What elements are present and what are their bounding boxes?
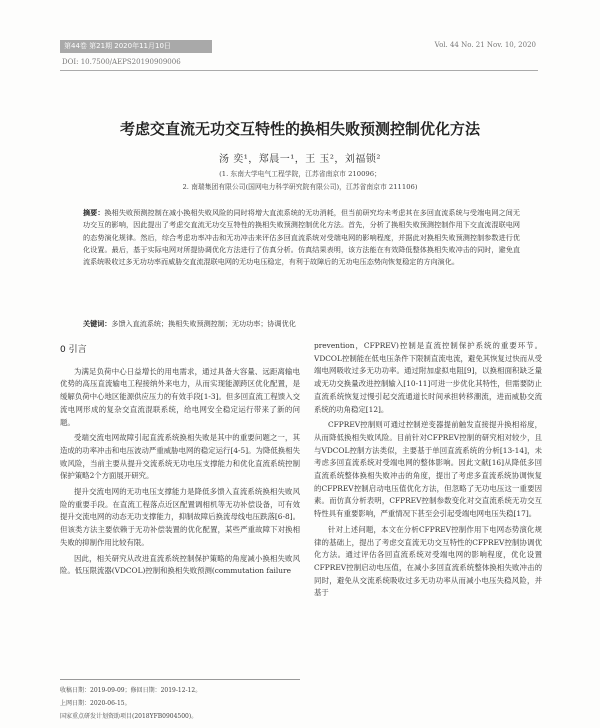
- affiliation-2: 2. 南瑞集团有限公司(国网电力科学研究院有限公司)，江苏省南京市 211106): [182, 183, 418, 191]
- affiliation-1: (1. 东南大学电气工程学院，江苏省南京市 210096；: [219, 170, 381, 178]
- keywords-label: 关键词：: [83, 319, 112, 328]
- abstract: [83, 207, 520, 268]
- footnotes: [60, 679, 300, 723]
- journal-issue-english: Vol. 44 No. 21 Nov. 10, 2020: [434, 41, 536, 49]
- journal-issue-bar: 第44卷 第21期 2020年11月10日: [60, 40, 212, 53]
- right-column: [314, 340, 542, 603]
- paragraph: prevention，CFPREV)控制是直流控制保护系统的重要环节。VDCOL控制能在低电压条件下限制直流电流，避免其恢复过快而从受端电网吸收过多无功功率。通过附加虚拟电阻[9]，以换相面积缺乏量或无功交换量改进控制输入[10-11]可进一步优化其特性，但需要防止直流系统恢复过慢引起交流通道长时间承担转移潮流，进而威胁交流系统的功角稳定[12]。: [314, 341, 542, 414]
- footnote-funding: 国家重点研发计划资助项目(2018YFB0904500)。: [60, 713, 198, 720]
- author-list: 汤 奕¹，郑晨一¹，王 玉²，刘福锁²: [219, 154, 381, 165]
- footnote-online: 上网日期：2020-06-15。: [60, 700, 131, 707]
- paragraph: 为满足负荷中心日益增长的用电需求，通过具备大容量、远距离输电优势的高压直流输电工程接纳外来电力，从而实现能源跨区优化配置，是缓解负荷中心地区能源供应压力的有效手段[1-3]。但多回直流工程馈入交流电网形成的复杂交直流混联系统，给电网安全稳定运行带来了新的问题。: [60, 366, 300, 427]
- paragraph: 针对上述问题，本文在分析CFPREV控制作用下电网态势演化规律的基础上，提出了考虑交直流无功交互特性的CFPREV控制协调优化方法。通过评估各回直流系统对受端电网的影响程度，优化设置CFPREV控制启动电压值，在减小多回直流系统整体换相失败冲击的同时，避免从交流系统吸收过多无功功率从而减小电压失稳风险，并基于: [314, 524, 542, 598]
- keywords: [83, 319, 520, 329]
- doi[interactable]: DOI: 10.7500/AEPS20190909006: [62, 58, 181, 66]
- abstract-text: 换相失败预测控制在减小换相失败风险的同时将增大直流系统的无功消耗，但当前研究均未考虑其在多回直流系统与受端电网之间无功交互的影响，因此提出了考虑交直流无功交互特性的换相失败预测控制优化方法。首先，分析了换相失败预测控制作用下交直流混联电网的态势演化规律。然后，综合考虑功率冲击和无功冲击来评估多回直流系统对受端电网的影响程度，并据此对换相失败预测控制参数进行优化设置。最后，基于实际电网对所提协调优化方法进行了仿真分析。仿真结果表明，该方法能在有效降低整体换相失败冲击的同时，避免直流系统吸收过多无功功率而威胁交直流混联电网的无功电压稳定，有利于故障后的无功电压态势向恢复稳定的方向演化。: [83, 208, 521, 267]
- left-column: [60, 344, 300, 581]
- paper-title: 考虑交直流无功交互特性的换相失败预测控制优化方法: [119, 120, 480, 138]
- paragraph: 因此，相关研究从改进直流系统控制保护策略的角度减小换相失败风险。低压限流器(VDCOL)控制和换相失败预测(commutation failure: [60, 553, 300, 576]
- paragraph: CFPREV控制则可通过控制逆变器提前触发直接提升换相裕度，从而降低换相失败风险。目前针对CFPREV控制的研究相对较少，且与VDCOL控制方法类似，主要基于单回直流系统的分析[13-14]，未考虑多回直流系统对受端电网的整体影响。因此文献[16]从降低多回直流系统整体换相失败冲击的角度，提出了考虑多直流系统协调恢复的CFPREV控制启动电压值优化方法，但忽略了无功电压这一重要因素。而仿真分析表明，CFPREV控制参数变化对交直流系统无功交互特性具有重要影响，严重情况下甚至会引起受端电网电压失稳[17]。: [314, 420, 542, 519]
- paragraph: 提升交流电网的无功电压支撑能力是降低多馈入直流系统换相失败风险的重要手段。在直流工程落点近区配置调相机等无功补偿设备，可有效提升交流电网的动态无功支撑能力，抑制故障后换流母线电压跌落[6-8]。但该类方法主要依赖于无功补偿装置的优化配置，某些严重故障下对换相失败的抑制作用比较有限。: [60, 487, 300, 547]
- footnote-received: 收稿日期：2019-09-09；修回日期：2019-12-12。: [60, 687, 202, 694]
- keywords-text: 多馈入直流系统；换相失败预测控制；无功功率；协调优化: [111, 319, 296, 328]
- paragraph: 受端交流电网故障引起直流系统换相失败是其中的重要问题之一，其造成的功率冲击和电压波动严重威胁电网的稳定运行[4-5]。为降低换相失败风险，当前主要从提升交流系统无功电压支撑能力和优化直流系统控制保护策略2个方面展开研究。: [60, 433, 300, 481]
- abstract-label: 摘要：: [83, 208, 105, 217]
- section-title-introduction: 0 引言: [60, 345, 87, 355]
- header-divider: [60, 70, 538, 71]
